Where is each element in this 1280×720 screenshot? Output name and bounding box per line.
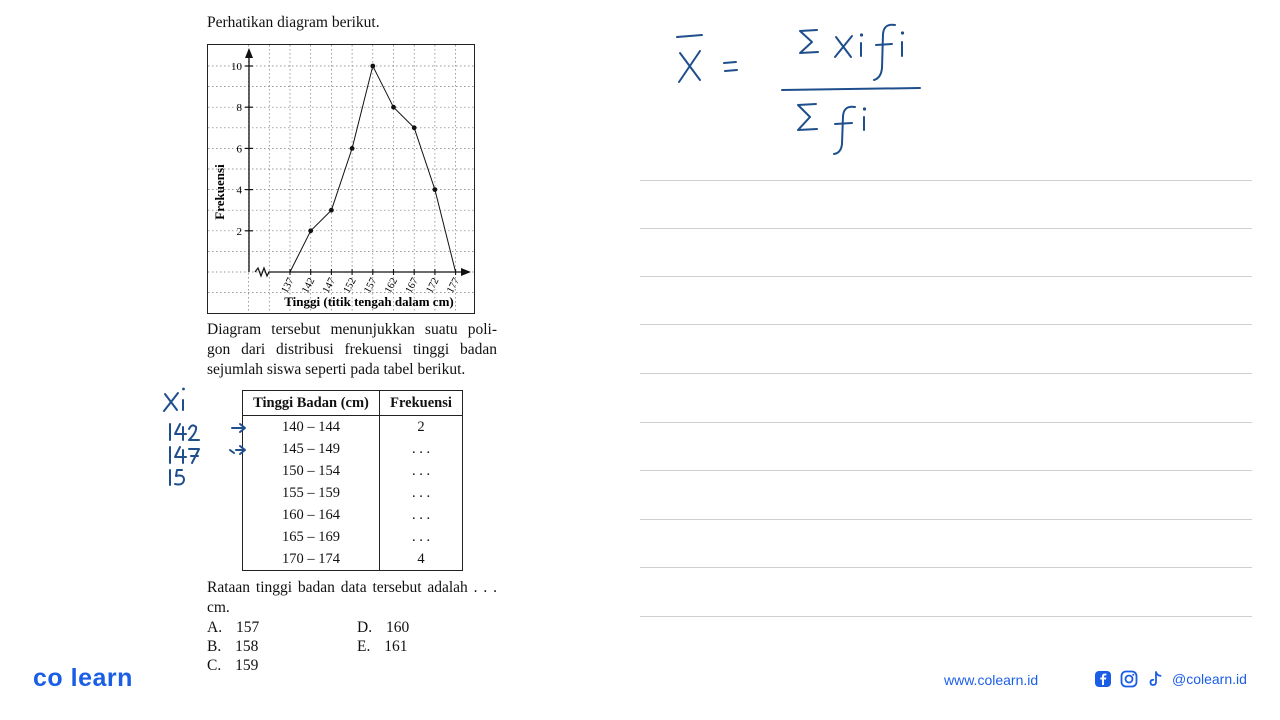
y-axis-arrow (245, 48, 253, 58)
data-point (433, 187, 438, 192)
option-b[interactable] (207, 637, 258, 656)
hand-equals (724, 62, 737, 71)
y-axis-label: Frekuensi (212, 164, 227, 220)
chart-ticks (231, 61, 462, 295)
y-tick-label: 4 (236, 184, 242, 197)
y-tick-label: 2 (236, 225, 242, 238)
ruled-line (640, 422, 1252, 423)
chart-description: Diagram tersebut menunjukkan suatu poli- gon dari distribusi frekuensi tinggi badan sejumlah siswa seperti pada tabel berikut. (207, 321, 497, 378)
ruled-line (640, 324, 1252, 325)
table-row (243, 482, 463, 504)
x-tick-label: 172 (424, 276, 442, 296)
x-tick-label: 142 (300, 276, 318, 296)
ruled-line (640, 180, 1252, 181)
table-cell-height: 160 – 164 (243, 504, 380, 526)
handwritten-mean-formula (672, 20, 952, 160)
chart-axes (245, 48, 471, 276)
colearn-logo: co learn (33, 664, 133, 692)
question-intro: Perhatikan diagram berikut. (207, 14, 380, 31)
hand-x-bar (677, 35, 702, 82)
tiktok-icon[interactable] (1146, 670, 1164, 688)
table-row (243, 460, 463, 482)
table-row (243, 416, 463, 439)
table-row (243, 438, 463, 460)
option-letter: D. (357, 619, 373, 636)
ruled-line (640, 373, 1252, 374)
x-tick-label: 147 (320, 276, 339, 296)
ruled-line (640, 470, 1252, 471)
option-value: 159 (235, 657, 259, 674)
data-point (329, 208, 334, 213)
ruled-line (640, 228, 1252, 229)
table-header-frequency: Frekuensi (380, 391, 463, 416)
x-tick-label: 137 (279, 276, 297, 296)
table-cell-height: 140 – 144 (243, 416, 380, 439)
website-link[interactable]: www.colearn.id (944, 672, 1039, 688)
table-cell-frequency: 2 (380, 416, 463, 439)
hand-arrows (230, 424, 245, 454)
hand-value-142 (170, 424, 199, 440)
table-cell-height: 145 – 149 (243, 438, 380, 460)
table-cell-height: 170 – 174 (243, 548, 380, 571)
hand-value-15 (170, 470, 184, 485)
x-axis-arrow (461, 268, 471, 276)
hand-sum-xifi (800, 25, 904, 80)
option-value: 160 (385, 619, 410, 636)
table-row (243, 504, 463, 526)
table-cell-frequency: . . . (380, 526, 463, 548)
table-row (243, 526, 463, 548)
hand-fraction-bar (782, 88, 920, 90)
table-cell-frequency: 4 (380, 548, 463, 571)
table-cell-frequency: . . . (380, 504, 463, 526)
hand-value-147 (170, 447, 199, 463)
option-a[interactable] (207, 618, 259, 637)
hand-xi-label (164, 388, 185, 411)
option-e[interactable] (357, 637, 407, 656)
data-point (370, 64, 375, 69)
x-tick-label: 162 (383, 276, 401, 296)
x-tick-label: 177 (445, 276, 463, 296)
table-cell-frequency: . . . (380, 460, 463, 482)
frequency-table (242, 390, 463, 571)
data-point (412, 125, 417, 130)
facebook-icon[interactable] (1094, 670, 1112, 688)
data-point (391, 105, 396, 110)
table-cell-frequency: . . . (380, 438, 463, 460)
table-cell-height: 150 – 154 (243, 460, 380, 482)
table-cell-height: 155 – 159 (243, 482, 380, 504)
y-tick-label: 6 (236, 143, 242, 156)
table-cell-height: 165 – 169 (243, 526, 380, 548)
x-tick-label: 167 (403, 276, 421, 296)
option-c[interactable] (207, 656, 258, 675)
option-value: 157 (235, 619, 260, 636)
hand-sum-fi (798, 104, 866, 154)
x-axis-label: Tinggi (titik tengah dalam cm) (284, 294, 454, 309)
option-letter: C. (207, 657, 222, 674)
ruled-line (640, 276, 1252, 277)
ruled-line (640, 616, 1252, 617)
handwritten-annotations (160, 380, 250, 490)
option-letter: B. (207, 638, 222, 655)
option-value: 161 (384, 638, 408, 655)
ruled-line (640, 519, 1252, 520)
option-d[interactable] (357, 618, 409, 637)
option-letter: E. (357, 638, 371, 655)
ruled-line (640, 567, 1252, 568)
x-tick-label: 152 (341, 276, 359, 296)
frequency-polygon-chart (207, 44, 475, 314)
social-links (1094, 670, 1247, 688)
y-tick-label: 10 (231, 61, 242, 73)
data-point (350, 146, 355, 151)
social-handle[interactable]: @colearn.id (1172, 671, 1247, 687)
option-value: 158 (235, 638, 259, 655)
table-row (243, 548, 463, 571)
question-prompt: Rataan tinggi badan data tersebut adalah . . . cm. (207, 579, 497, 616)
y-tick-label: 8 (236, 102, 242, 115)
chart-series (290, 64, 456, 272)
table-header-height: Tinggi Badan (cm) (243, 391, 380, 416)
table-cell-frequency: . . . (380, 482, 463, 504)
option-letter: A. (207, 619, 223, 636)
x-tick-label: 157 (362, 276, 380, 296)
data-point (308, 228, 313, 233)
instagram-icon[interactable] (1120, 670, 1138, 688)
